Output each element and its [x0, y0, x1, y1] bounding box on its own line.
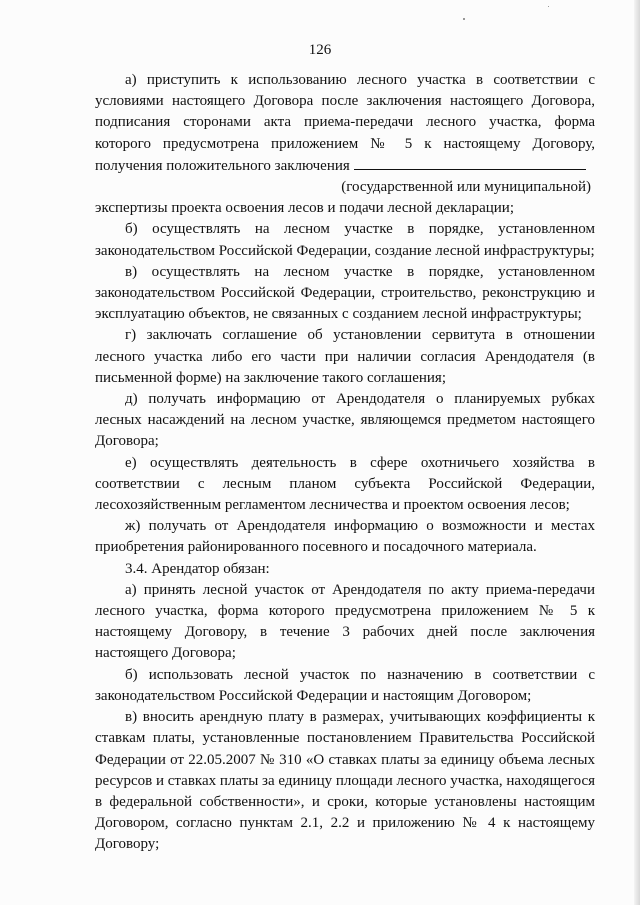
paragraph-a: [95, 70, 595, 177]
paragraph-g: г) заключать соглашение об установлении сервитута в отношении лесного участка либо его части при наличии согласия Арендодателя (в письменной форме) на заключение такого соглашения;: [95, 327, 595, 386]
blank-caption: (государственной или муниципальной): [341, 179, 591, 196]
section-heading-3-4: 3.4. Арендатор обязан:: [125, 560, 270, 577]
obligation-a: а) принять лесной участок от Арендодателя по акту приема-передачи лесного участка, форма которого предусмотрена приложением № 5 к настоящему Договору, в течение 3 рабочих дней после заключения настоящего Договора;: [95, 581, 595, 662]
paragraph-a-continuation: экспертизы проекта освоения лесов и подачи лесной декларации;: [95, 200, 514, 217]
scan-speck: [463, 18, 465, 20]
obligation-b: б) использовать лесной участок по назначению в соответствии с законодательством Российской Федерации и настоящим Договором;: [95, 666, 595, 704]
page-number: 126: [308, 42, 332, 58]
paragraph-d: д) получать информацию от Арендодателя о планируемых рубках лесных насаждений на лесном участке, являющемся предметом настоящего Договора;: [95, 391, 595, 450]
blank-fill-line: [354, 155, 586, 170]
paragraph-a-text: а) приступить к использованию лесного участка в соответствии с условиями настоящего Договора после заключения настоящего Договора, подписания сторонами акта приема-передачи лесного участка, форма которого предусмотрена приложением № 5 к настоящему Договору, получения положительного заключения: [95, 72, 595, 174]
scan-speck: [548, 6, 549, 7]
paragraph-v: в) осуществлять на лесном участке в порядке, установленном законодательством Российской Федерации, строительство, реконструкцию и эксплуатацию объектов, не связанных с созданием лесной инфраструктуры;: [95, 263, 595, 323]
page-edge-shadow: [634, 0, 640, 905]
obligation-v: в) вносить арендную плату в размерах, учитывающих коэффициенты к ставкам платы, установленные постановлением Правительства Российской Федерации от 22.05.2007 № 310 «О ставках платы за единицу объема лесных ресурсов и ставках платы за единицу площади лесного участка, находящегося в федеральной собственности», и сроки, которые установлены настоящим Договором, согласно пунктам 2.1, 2.2 и приложению № 4 к настоящему Договору;: [95, 709, 595, 853]
paragraph-b: б) осуществлять на лесном участке в порядке, установленном законодательством Российской Федерации, создание лесной инфраструктуры;: [95, 221, 595, 259]
document-body: [95, 70, 595, 856]
paragraph-zh: ж) получать от Арендодателя информацию о возможности и местах приобретения районированного посевного и посадочного материала.: [95, 518, 595, 556]
paragraph-e: е) осуществлять деятельность в сфере охотничьего хозяйства в соответствии с лесным планом субъекта Российской Федерации, лесохозяйственным регламентом лесничества и проектом освоения лесов;: [95, 454, 595, 514]
